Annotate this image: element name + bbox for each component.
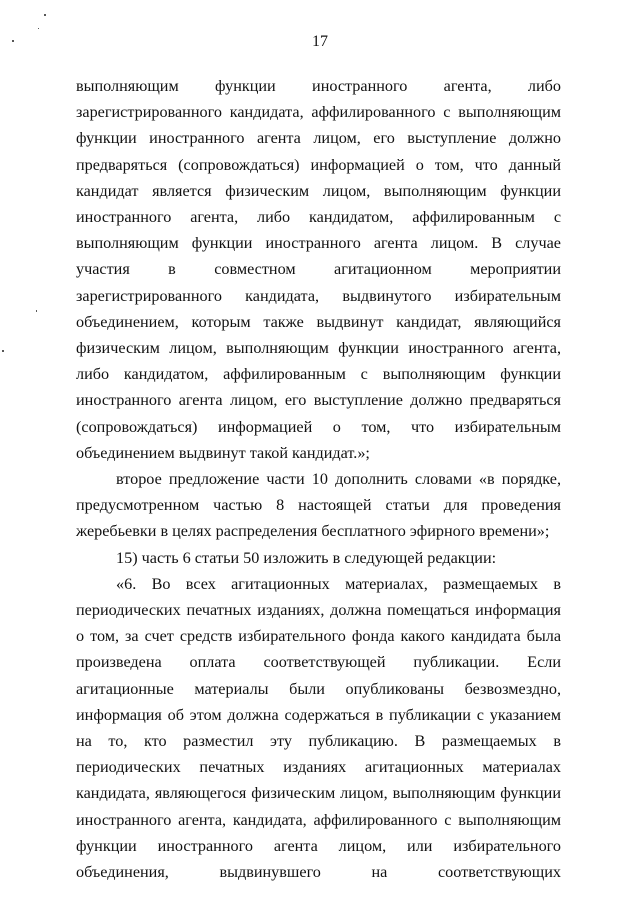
- paragraph-second-sentence-amendment: второе предложение части 10 дополнить словами «в порядке, предусмотренном частью 8 настоящей статьи для проведения жеребьевки в целях распределения бесплатного эфирного времени»;: [76, 470, 561, 541]
- scan-speck: [36, 310, 37, 312]
- page-number: 17: [312, 33, 328, 50]
- paragraph-continuation: выполняющим функции иностранного агента, либо зарегистрированного кандидата, аффилированного с выполняющим функции иностранного агента лицом, его выступление должно предваряться (сопровождаться) информацией о том, что данный кандидат является физическим лицом, выполняющим функции иностранного агента, либо кандидатом, аффилированным с выполняющим функции иностранного агента лицом. В случае участия в совместном агитационном мероприятии зарегистрированного кандидата, выдвинутого избирательным объединением, которым также выдвинут кандидат, являющийся физическим лицом, выполняющим функции иностранного агента, либо кандидатом, аффилированным с выполняющим функции иностранного агента лицом, его выступление должно предваряться (сопровождаться) информацией о том, что избирательным объединением выдвинут такой кандидат.»;: [76, 77, 561, 462]
- paragraph-part-6-text: «6. Во всех агитационных материалах, размещаемых в периодических печатных изданиях, должна помещаться информация о том, за счет средств избирательного фонда какого кандидата была произведена оплата соответствующей публикации. Если агитационные материалы были опубликованы безвозмездно, информация об этом должна содержаться в публикации с указанием на то, кто разместил эту публикацию. В размещаемых в периодических печатных изданиях агитационных материалах кандидата, являющегося физическим лицом, выполняющим функции иностранного агента, кандидата, аффилированного с выполняющим функции иностранного агента лицом, или избирательного объединения, выдвинувшего на соответствующих: [76, 574, 561, 882]
- paragraph-item-15: 15) часть 6 статьи 50 изложить в следующей редакции:: [116, 548, 497, 567]
- document-body: [76, 73, 561, 885]
- scan-speck: [44, 14, 46, 16]
- scan-speck: [38, 28, 39, 29]
- scan-speck: [2, 350, 4, 352]
